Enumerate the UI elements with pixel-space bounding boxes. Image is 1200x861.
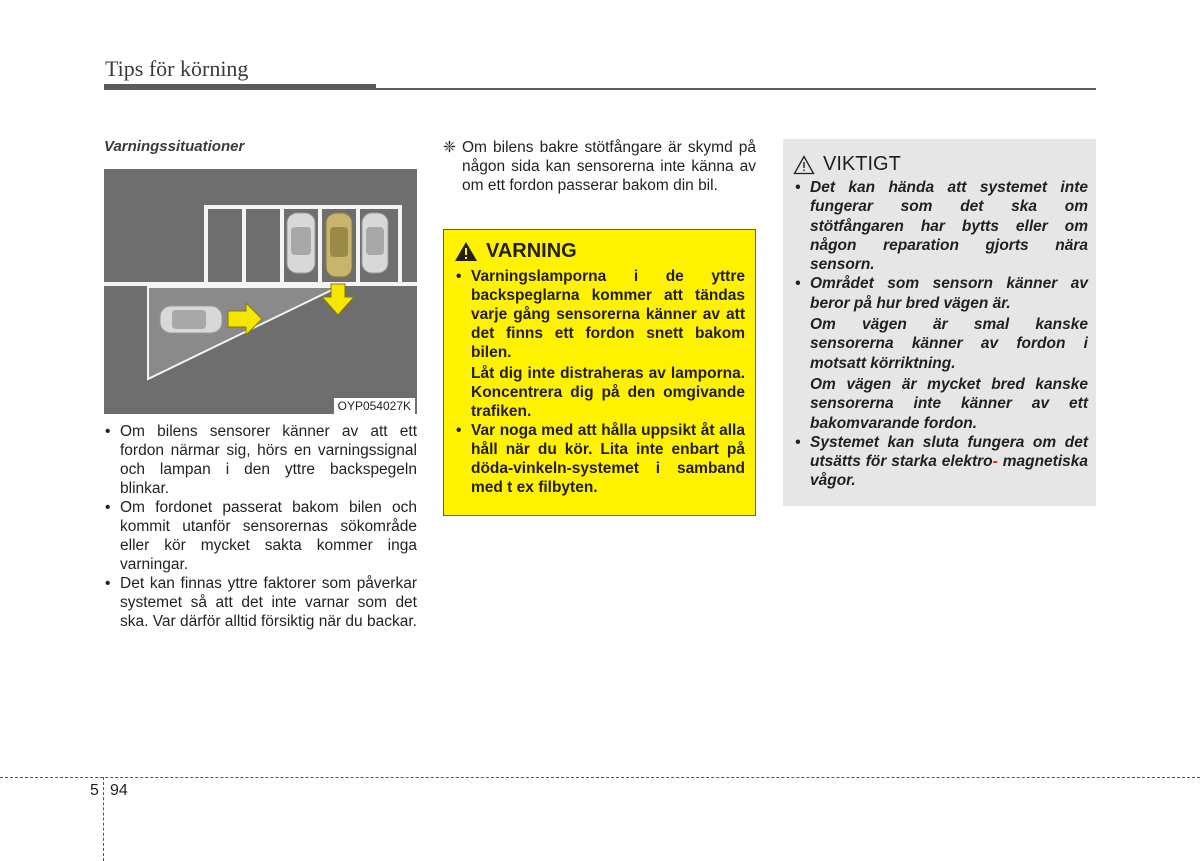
important-box bbox=[783, 139, 1096, 506]
parking-lot-figure bbox=[104, 169, 417, 414]
page-header-title: Tips för körning bbox=[105, 56, 249, 81]
list-item: • Var noga med att hålla uppsikt åt alla håll när du kör. Lita inte enbart på döda-vinkeln-systemet i samband med t ex filbyten. bbox=[456, 422, 745, 496]
list-item: • Varningslamporna i de yttre backspeglarna kommer att tändas varje gång sensorerna känner av att det finns ett fordon snett bakom bilen. Låt dig inte distraheras av lamporna. Koncentrera dig på den omgivande trafiken. bbox=[456, 268, 745, 420]
parking-lot-illustration bbox=[104, 169, 417, 414]
list-item: • Det kan hända att systemet inte fungerar som det ska om stötfångaren har bytts eller om någon reparation gjorts nära sensorn. bbox=[795, 179, 1088, 274]
figure-caption: OYP054027K bbox=[334, 398, 415, 414]
warning-triangle-filled-icon bbox=[454, 241, 478, 262]
situation-list bbox=[104, 422, 417, 631]
warning-list bbox=[454, 267, 745, 497]
footer-divider bbox=[103, 777, 104, 861]
left-column bbox=[104, 138, 417, 631]
warning-box bbox=[443, 229, 756, 516]
section-title: Varningssituationer bbox=[104, 138, 245, 155]
important-list bbox=[793, 178, 1088, 491]
important-heading bbox=[793, 153, 1088, 176]
parked-car-right bbox=[362, 213, 388, 273]
list-item: • Om fordonet passerat bakom bilen och kommit utanför sensorernas sökområde eller kör mycket sakta kommer inga varningar. bbox=[105, 499, 417, 573]
approaching-car bbox=[160, 306, 222, 333]
warning-title: VARNING bbox=[486, 240, 577, 262]
note-text: Om bilens bakre stötfångare är skymd på någon sida kan sensorerna inte känna av om ett fordon passerar bakom din bil. bbox=[462, 139, 756, 194]
footer-rule bbox=[0, 777, 1200, 778]
list-item: • Om bilens sensorer känner av att ett fordon närmar sig, hörs en varningssignal och lampan i den yttre backspegeln blinkar. bbox=[105, 423, 417, 497]
header-rule-thick bbox=[104, 84, 376, 90]
chapter-number: 5 bbox=[90, 782, 99, 799]
bumper-note bbox=[443, 138, 756, 195]
own-car bbox=[326, 213, 352, 277]
list-item: • Området som sensorn känner av beror på hur bred vägen är. Om vägen är smal kanske sensorerna känner av fordon i motsatt körriktning. Om vägen är mycket bred kanske sensorerna inte känner av ett bakomvarande fordon. bbox=[795, 275, 1088, 432]
warning-heading bbox=[454, 240, 745, 263]
important-title: VIKTIGT bbox=[823, 153, 901, 175]
list-item: • Systemet kan sluta fungera om det utsätts för starka elektro- magnetiska vågor. bbox=[795, 433, 1088, 490]
warning-triangle-outline-icon bbox=[793, 155, 815, 175]
page-number: 94 bbox=[110, 782, 128, 799]
note-mark-icon: ❈ bbox=[443, 139, 456, 156]
header-rule-thin bbox=[376, 88, 1096, 90]
parked-car-left bbox=[287, 213, 315, 273]
list-item: • Det kan finnas yttre faktorer som påverkar systemet så att det inte varnar som det ska. Var därför alltid försiktig när du backar. bbox=[105, 575, 417, 630]
